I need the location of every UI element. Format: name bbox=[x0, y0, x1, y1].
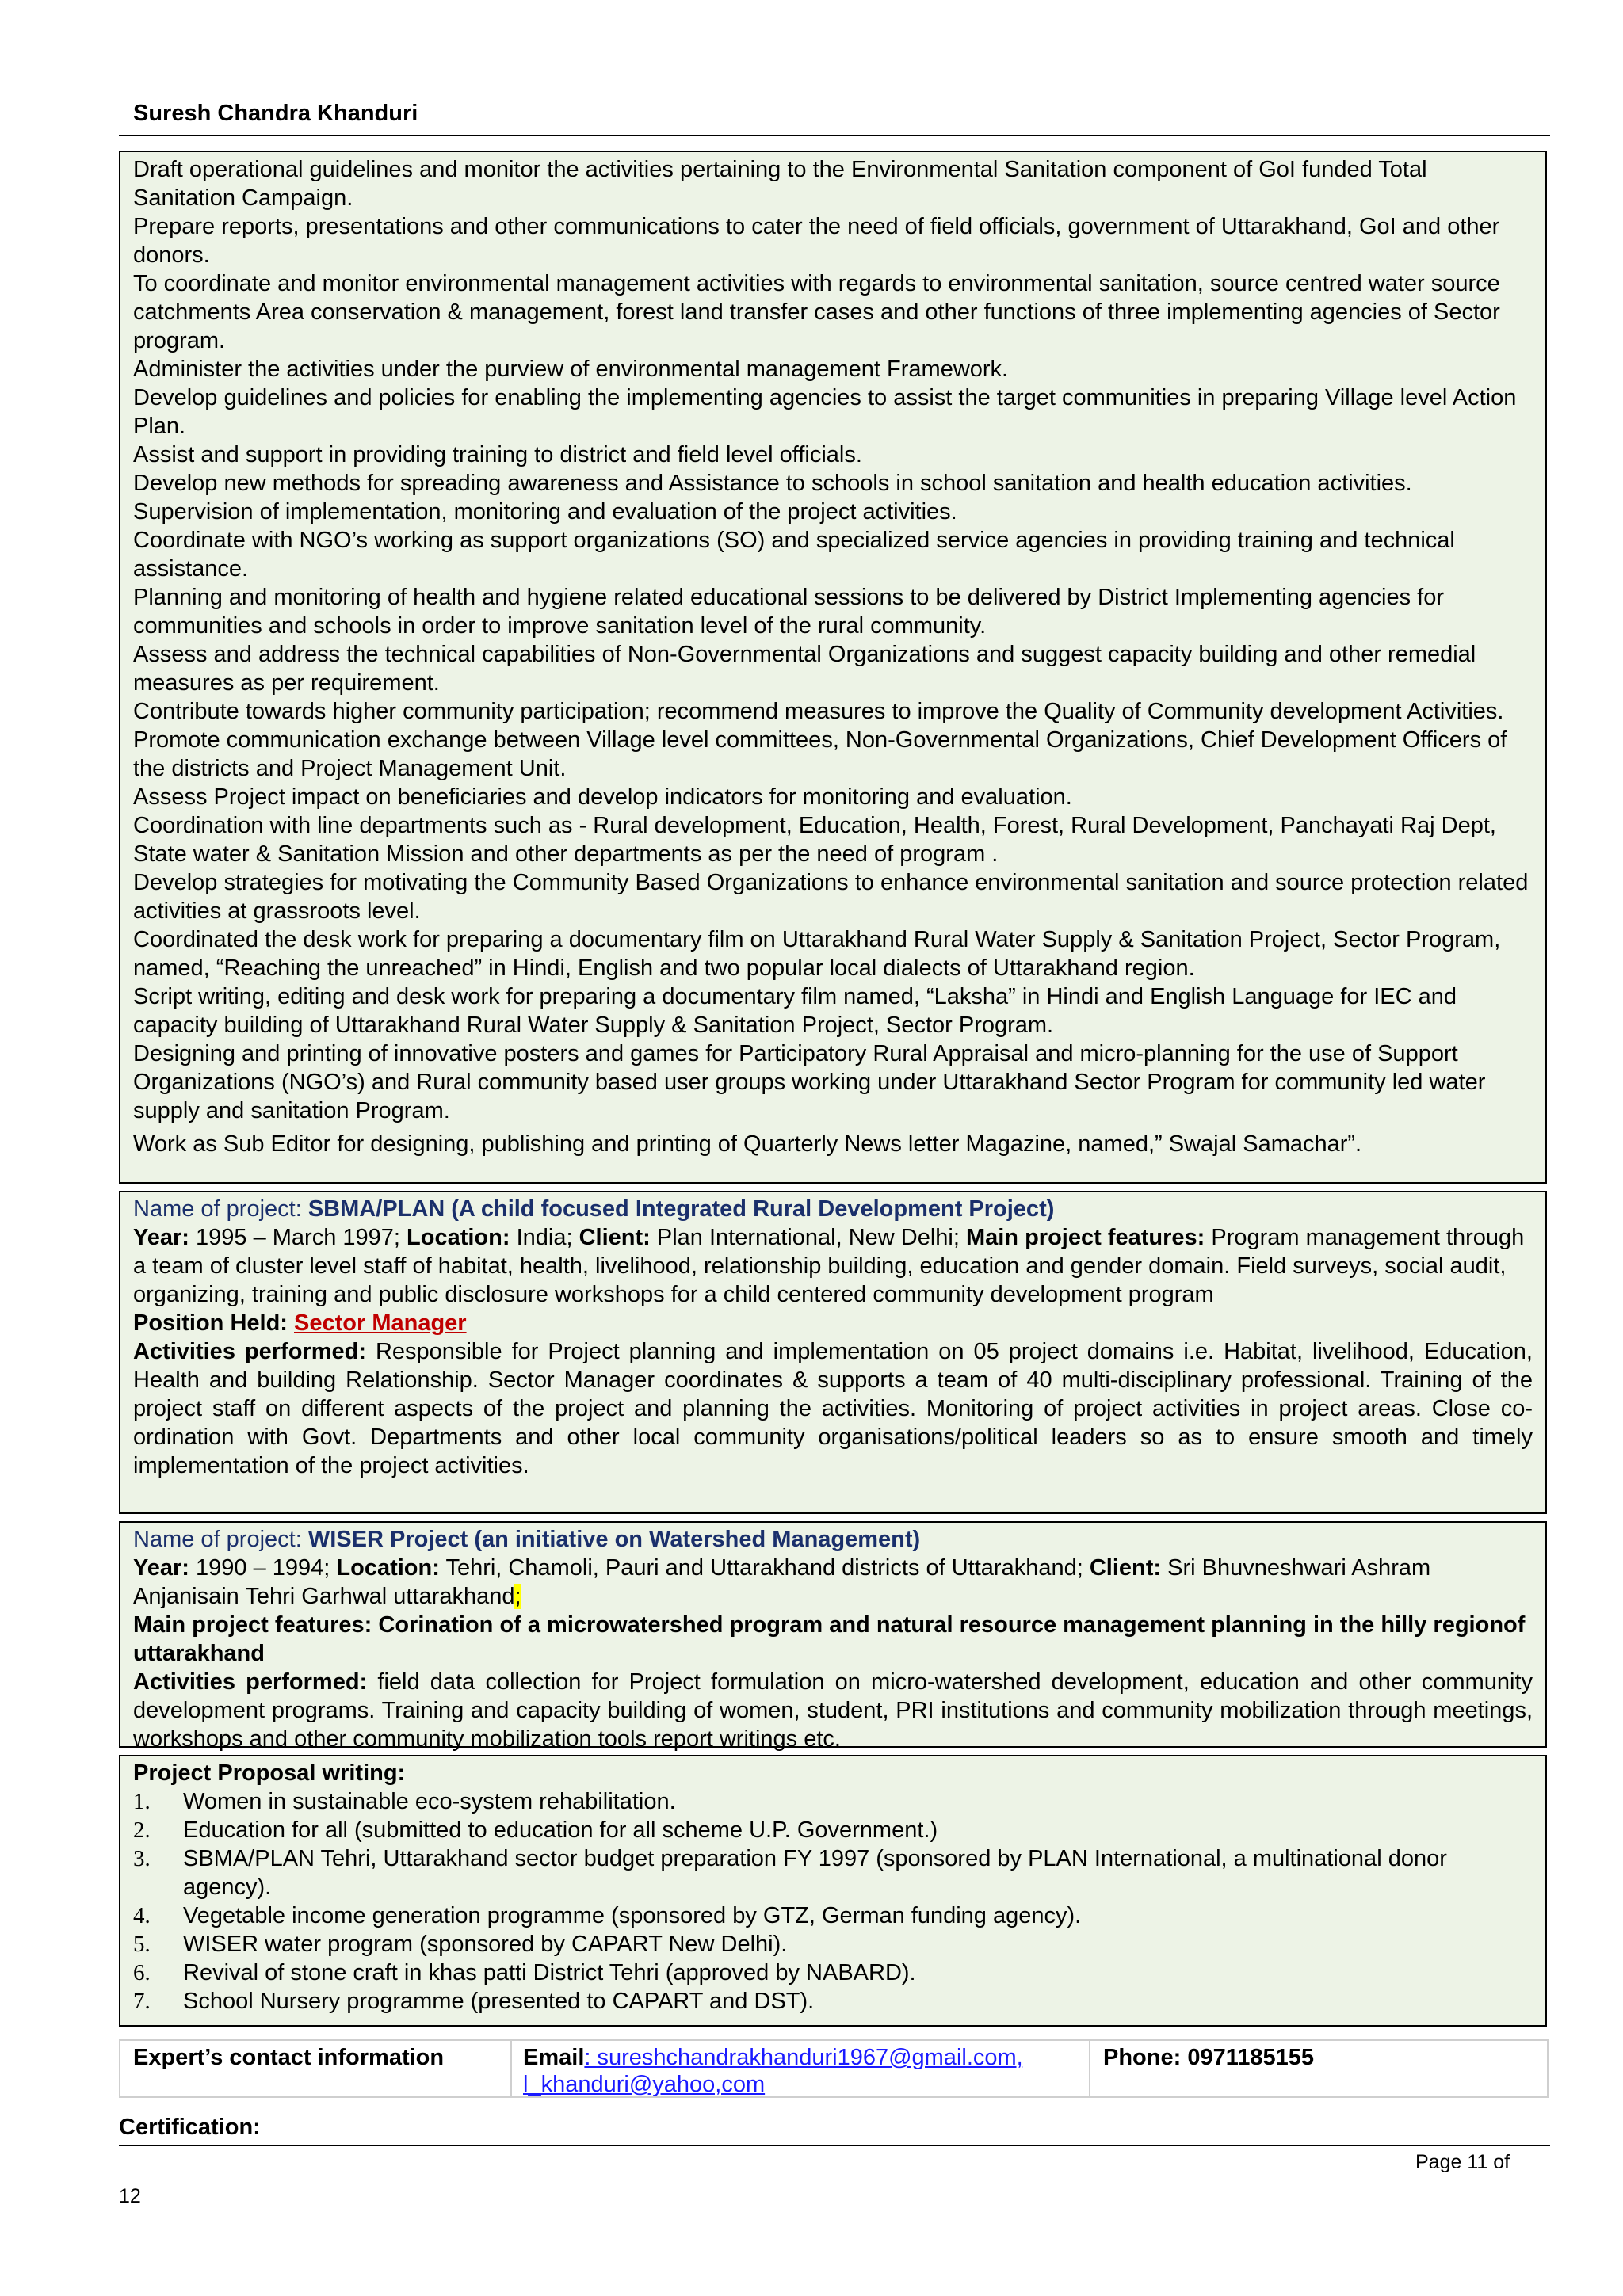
page-total: 12 bbox=[119, 2185, 141, 2207]
proposals-list bbox=[133, 1787, 1533, 2016]
contact-label: Expert’s contact information bbox=[120, 2041, 512, 2096]
item-number: 6. bbox=[133, 1960, 151, 1985]
list-item bbox=[133, 1930, 1533, 1958]
position-value: Sector Manager bbox=[294, 1310, 467, 1336]
item-text: School Nursery programme (presented to CAPART and DST). bbox=[183, 1989, 815, 2014]
item-number: 5. bbox=[133, 1932, 151, 1957]
project-name bbox=[133, 1525, 1533, 1554]
header-divider bbox=[119, 135, 1550, 136]
client-value: Sri Bhuvneshwari Ashram Anjanisain Tehri Garhwal uttarakhand bbox=[133, 1555, 1431, 1609]
duty-item: Coordinated the desk work for preparing a documentary film on Uttarakhand Rural Water Supply & Sanitation Project, Sector Program, named, “Reaching the unreached” in Hindi, English and two popular local dialects of Uttarakhand region. bbox=[133, 927, 1501, 981]
project-name-label: Name of project: bbox=[133, 1527, 308, 1552]
item-number: 4. bbox=[133, 1903, 151, 1928]
certification-heading: Certification: bbox=[119, 2115, 261, 2140]
location-label: Location: bbox=[407, 1225, 510, 1250]
project-name-value: WISER Project (an initiative on Watershed Management) bbox=[307, 1527, 921, 1552]
item-text: Vegetable income generation programme (sponsored by GTZ, German funding agency). bbox=[183, 1903, 1082, 1928]
list-item bbox=[133, 1787, 1533, 1816]
duty-item: Coordination with line departments such as - Rural development, Education, Health, Forest, Rural Development, Panchayati Raj Dept, State water & Sanitation Mission and other departments as per the need of program . bbox=[133, 813, 1496, 867]
features-value: Corination of a microwatershed program and natural resource management planning in the hilly regionof uttarakhand bbox=[133, 1612, 1526, 1666]
project-proposals-section bbox=[119, 1755, 1547, 2027]
item-text: Women in sustainable eco-system rehabilitation. bbox=[183, 1789, 676, 1814]
item-number: 2. bbox=[133, 1817, 151, 1843]
position-label: Position Held: bbox=[133, 1310, 294, 1336]
project-name-label: Name of project: bbox=[133, 1196, 308, 1222]
duty-item: Develop strategies for motivating the Community Based Organizations to enhance environmental sanitation and source protection related activities at grassroots level. bbox=[133, 870, 1529, 924]
item-number: 3. bbox=[133, 1846, 151, 1871]
item-text: WISER water program (sponsored by CAPART New Delhi). bbox=[183, 1932, 788, 1957]
features-value: Program management through a team of cluster level staff of habitat, health, livelihood, relationship building, education and gender domain. Field surveys, social audit, organizing, training and public disclosure workshops for a child centered community development program bbox=[133, 1225, 1525, 1307]
project-sbma-plan bbox=[119, 1191, 1547, 1514]
duty-item: Planning and monitoring of health and hygiene related educational sessions to be delivered by District Implementing agencies for communities and schools in order to improve sanitation level of the rural community. bbox=[133, 585, 1445, 639]
duty-item: Administer the activities under the purview of environmental management Framework. bbox=[133, 357, 1009, 382]
email-cell bbox=[512, 2041, 1090, 2096]
item-number: 7. bbox=[133, 1989, 151, 2014]
list-item bbox=[133, 1816, 1533, 1844]
duty-item: Develop new methods for spreading awareness and Assistance to schools in school sanitation and health education activities. bbox=[133, 471, 1412, 496]
position-held bbox=[133, 1309, 1533, 1337]
duty-item: Assess Project impact on beneficiaries and develop indicators for monitoring and evaluation. bbox=[133, 784, 1072, 810]
features-label: Main project features: bbox=[133, 1612, 372, 1638]
client-label: Client: bbox=[579, 1225, 651, 1250]
duty-item: Designing and printing of innovative posters and games for Participatory Rural Appraisal and micro-planning for the use of Support Organizations (NGO’s) and Rural community based user groups working under Uttarakhand Sector Program for community led water supply and sanitation Program. bbox=[133, 1041, 1486, 1123]
list-item bbox=[133, 1901, 1533, 1930]
duty-item: Supervision of implementation, monitoring and evaluation of the project activities. bbox=[133, 499, 957, 524]
project-details bbox=[133, 1554, 1533, 1611]
client-value: Plan International, New Delhi; bbox=[650, 1225, 966, 1250]
duty-item: Draft operational guidelines and monitor the activities pertaining to the Environmental Sanitation component of GoI funded Total Sanitation Campaign. bbox=[133, 157, 1427, 211]
activities-label: Activities performed: bbox=[133, 1339, 366, 1364]
year-label: Year: bbox=[133, 1225, 189, 1250]
item-text: SBMA/PLAN Tehri, Uttarakhand sector budget preparation FY 1997 (sponsored by PLAN International, a multinational donor agency). bbox=[183, 1846, 1447, 1900]
item-number: 1. bbox=[133, 1789, 151, 1814]
location-label: Location: bbox=[336, 1555, 440, 1581]
activities-performed bbox=[133, 1668, 1533, 1753]
project-details bbox=[133, 1223, 1533, 1309]
duty-item: Script writing, editing and desk work for preparing a documentary film named, “Laksha” in Hindi and English Language for IEC and capacity building of Uttarakhand Rural Water Supply & Sanitation Project, Sector Program. bbox=[133, 984, 1457, 1038]
activities-value: field data collection for Project formulation on micro-watershed development, education and other community development programs. Training and capacity building of women, student, PRI institutions and community mobilization through meetings, workshops and other community mobilization tools report writings etc. bbox=[133, 1669, 1533, 1752]
project-name-value: SBMA/PLAN (A child focused Integrated Rural Development Project) bbox=[307, 1196, 1055, 1222]
proposals-title: Project Proposal writing: bbox=[133, 1760, 406, 1786]
duty-item: Assess and address the technical capabilities of Non-Governmental Organizations and suggest capacity building and other remedial measures as per requirement. bbox=[133, 642, 1476, 696]
activities-label: Activities performed: bbox=[133, 1669, 368, 1695]
location-value: Tehri, Chamoli, Pauri and Uttarakhand districts of Uttarakhand; bbox=[439, 1555, 1090, 1581]
duty-item: To coordinate and monitor environmental management activities with regards to environmental sanitation, source centred water source catchments Area conservation & management, forest land transfer cases and other functions of three implementing agencies of Sector program. bbox=[133, 271, 1500, 353]
duty-item: Prepare reports, presentations and other communications to cater the need of field officials, government of Uttarakhand, GoI and other donors. bbox=[133, 214, 1500, 268]
item-text: Education for all (submitted to education for all scheme U.P. Government.) bbox=[183, 1817, 938, 1843]
activities-value: Responsible for Project planning and implementation on 05 project domains i.e. Habitat, livelihood, Education, Health and building Relationship. Sector Manager coordinates & supports a team of 40 multi-disciplinary professional. Training of the project staff on different aspects of the project and planning the activities. Monitoring of project activities in project areas. Close co-ordination with Govt. Departments and other local community organisations/political leaders so as to ensure smooth and timely implementation of the project activities. bbox=[133, 1339, 1533, 1478]
phone-cell: Phone: 0971185155 bbox=[1103, 2045, 1315, 2070]
list-item bbox=[133, 1844, 1533, 1901]
year-label: Year: bbox=[133, 1555, 189, 1581]
duty-item: Assist and support in providing training to district and field level officials. bbox=[133, 442, 862, 467]
year-value: 1995 – March 1997; bbox=[189, 1225, 407, 1250]
client-label: Client: bbox=[1089, 1555, 1162, 1581]
list-item bbox=[133, 1987, 1533, 2016]
highlighted-semicolon: ; bbox=[514, 1584, 521, 1609]
duty-item: Work as Sub Editor for designing, publishing and printing of Quarterly News letter Magazine, named,” Swajal Samachar”. bbox=[133, 1131, 1362, 1157]
duties-section bbox=[119, 151, 1547, 1184]
document-header-name: Suresh Chandra Khanduri bbox=[133, 101, 418, 126]
features-label: Main project features: bbox=[965, 1225, 1205, 1250]
activities-performed bbox=[133, 1337, 1533, 1480]
project-wiser bbox=[119, 1521, 1547, 1752]
email-link-primary[interactable]: : sureshchandrakhanduri1967@gmail.com, bbox=[584, 2045, 1023, 2070]
main-features bbox=[133, 1611, 1533, 1668]
email-label: Email bbox=[523, 2045, 585, 2070]
year-value: 1990 – 1994; bbox=[189, 1555, 337, 1581]
page-number: Page 11 of bbox=[1415, 2151, 1510, 2173]
list-item bbox=[133, 1958, 1533, 1987]
duty-item: Contribute towards higher community participation; recommend measures to improve the Quality of Community development Activities. bbox=[133, 699, 1504, 724]
duty-item: Promote communication exchange between Village level committees, Non-Governmental Organizations, Chief Development Officers of the districts and Project Management Unit. bbox=[133, 727, 1507, 781]
item-text: Revival of stone craft in khas patti District Tehri (approved by NABARD). bbox=[183, 1960, 916, 1985]
duty-item: Coordinate with NGO’s working as support organizations (SO) and specialized service agencies in providing training and technical assistance. bbox=[133, 528, 1455, 582]
footer-divider bbox=[119, 2145, 1550, 2146]
contact-table bbox=[119, 2039, 1549, 2098]
location-value: India; bbox=[510, 1225, 579, 1250]
email-link-secondary[interactable]: l_khanduri@yahoo,com bbox=[523, 2072, 766, 2097]
project-name bbox=[133, 1195, 1533, 1223]
duty-item: Develop guidelines and policies for enabling the implementing agencies to assist the target communities in preparing Village level Action Plan. bbox=[133, 385, 1517, 439]
